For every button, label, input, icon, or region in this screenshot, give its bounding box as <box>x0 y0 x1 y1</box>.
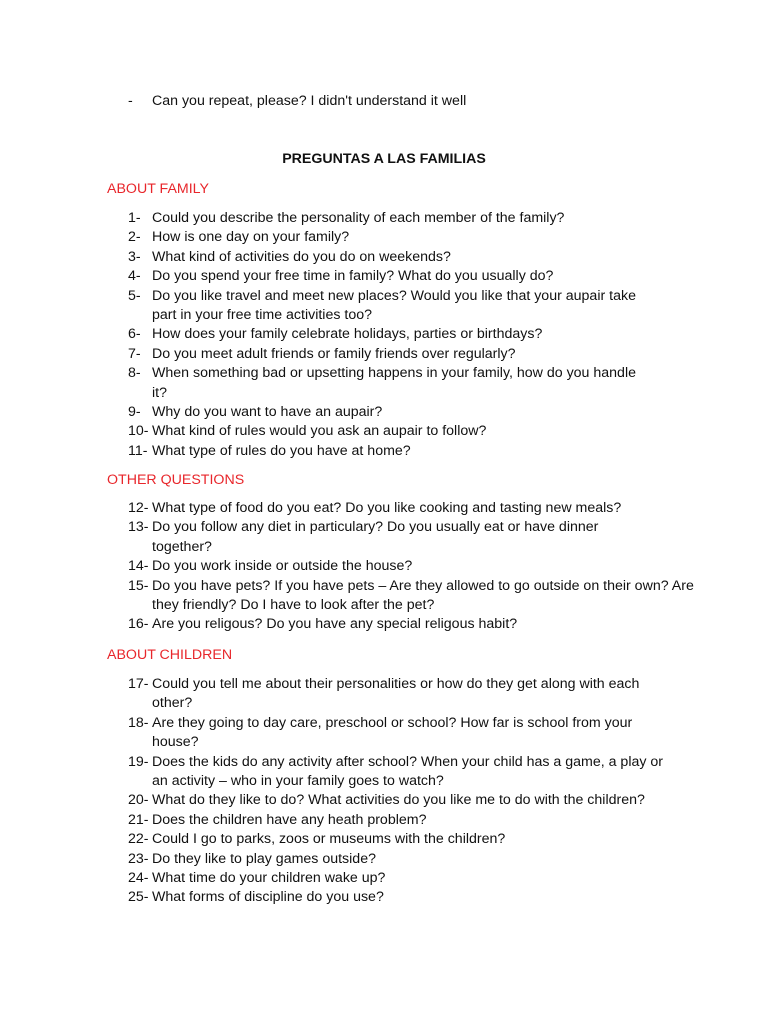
question-text: What kind of activities do you do on weekends? <box>152 248 451 265</box>
question-number: 6- <box>128 326 141 343</box>
list-item <box>128 869 688 888</box>
question-number: 2- <box>128 229 141 246</box>
question-text: What time do your children wake up? <box>152 870 386 887</box>
question-text: Do you like travel and meet new places? Would you like that your aupair take part in your free time activities too? <box>152 287 636 324</box>
question-list-about-children <box>128 675 688 908</box>
intro-dash: - <box>128 93 133 109</box>
question-number: 4- <box>128 268 141 285</box>
section-heading-about-family: ABOUT FAMILY <box>107 181 209 197</box>
question-text: Do you work inside or outside the house? <box>152 558 413 575</box>
list-item <box>128 248 688 267</box>
list-item <box>128 577 697 616</box>
question-text: When something bad or upsetting happens in your family, how do you handle it? <box>152 365 636 401</box>
list-item <box>128 403 688 422</box>
list-item <box>128 422 688 441</box>
question-text: Do you have pets? If you have pets – Are they allowed to go outside on their own? Are they friendly? Do I have to look after the pet? <box>152 577 694 614</box>
question-number: 3- <box>128 248 141 265</box>
list-item <box>128 675 662 714</box>
question-text: What kind of rules would you ask an aupair to follow? <box>152 423 487 440</box>
question-number: 1- <box>128 210 141 226</box>
document-title: PREGUNTAS A LAS FAMILIAS <box>282 151 486 167</box>
question-number: 17- <box>128 676 149 692</box>
question-number: 15- <box>128 577 149 594</box>
list-item <box>128 791 652 810</box>
list-item <box>128 325 688 344</box>
question-list-about-family <box>128 209 688 461</box>
list-item <box>128 557 688 576</box>
list-item <box>128 850 688 869</box>
question-number: 21- <box>128 811 149 828</box>
question-number: 10- <box>128 423 149 440</box>
question-number: 9- <box>128 404 141 421</box>
question-text: Do they like to play games outside? <box>152 850 376 867</box>
question-text: Could you describe the personality of each member of the family? <box>152 210 565 226</box>
list-item <box>128 811 688 830</box>
question-number: 13- <box>128 519 149 536</box>
question-text: Does the kids do any activity after school? When your child has a game, a play or an activity – who in your family goes to watch? <box>152 753 664 790</box>
question-number: 20- <box>128 792 149 809</box>
list-item <box>128 442 688 461</box>
question-text: What type of food do you eat? Do you like cooking and tasting new meals? <box>152 500 622 516</box>
list-item <box>128 267 688 286</box>
section-heading-other-questions: OTHER QUESTIONS <box>107 472 245 488</box>
question-text: What type of rules do you have at home? <box>152 442 411 459</box>
question-number: 11- <box>128 442 148 459</box>
question-text: How does your family celebrate holidays, parties or birthdays? <box>152 326 543 343</box>
list-item <box>128 228 688 247</box>
question-number: 8- <box>128 365 141 382</box>
section-heading-about-children: ABOUT CHILDREN <box>107 647 233 663</box>
question-text: Are you religous? Do you have any special religous habit? <box>152 616 518 633</box>
question-text: Are they going to day care, preschool or school? How far is school from your house? <box>152 714 633 751</box>
question-text: Could you tell me about their personalities or how do they get along with each other? <box>152 676 640 712</box>
question-text: Does the children have any heath problem? <box>152 811 427 828</box>
question-text: How is one day on your family? <box>152 229 350 246</box>
question-text: Do you follow any diet in particulary? Do you usually eat or have dinner together? <box>152 519 599 555</box>
question-text: Why do you want to have an aupair? <box>152 404 383 421</box>
list-item <box>128 345 688 364</box>
question-text: Do you meet adult friends or family friends over regularly? <box>152 345 516 362</box>
list-item <box>128 499 688 518</box>
intro-text: Can you repeat, please? I didn't understand it well <box>152 93 467 109</box>
list-item <box>128 753 677 792</box>
question-number: 7- <box>128 345 141 362</box>
question-number: 23- <box>128 850 149 867</box>
list-item <box>128 888 688 907</box>
list-item <box>128 364 652 403</box>
question-list-other-questions <box>128 499 694 635</box>
list-item <box>128 830 688 849</box>
question-number: 24- <box>128 870 149 887</box>
question-number: 25- <box>128 889 149 906</box>
list-item <box>128 287 652 326</box>
question-text: Could I go to parks, zoos or museums with the children? <box>152 831 506 848</box>
question-number: 14- <box>128 558 149 575</box>
list-item <box>128 209 688 228</box>
list-item <box>128 615 688 634</box>
question-number: 12- <box>128 500 149 516</box>
question-number: 18- <box>128 714 149 731</box>
list-item <box>128 518 662 557</box>
question-text: What forms of discipline do you use? <box>152 889 384 906</box>
question-number: 16- <box>128 616 149 633</box>
question-text: What do they like to do? What activities do you like me to do with the children? <box>152 792 645 809</box>
question-number: 5- <box>128 287 141 304</box>
question-number: 22- <box>128 831 149 848</box>
question-text: Do you spend your free time in family? What do you usually do? <box>152 268 554 285</box>
question-number: 19- <box>128 753 149 770</box>
list-item <box>128 714 662 753</box>
